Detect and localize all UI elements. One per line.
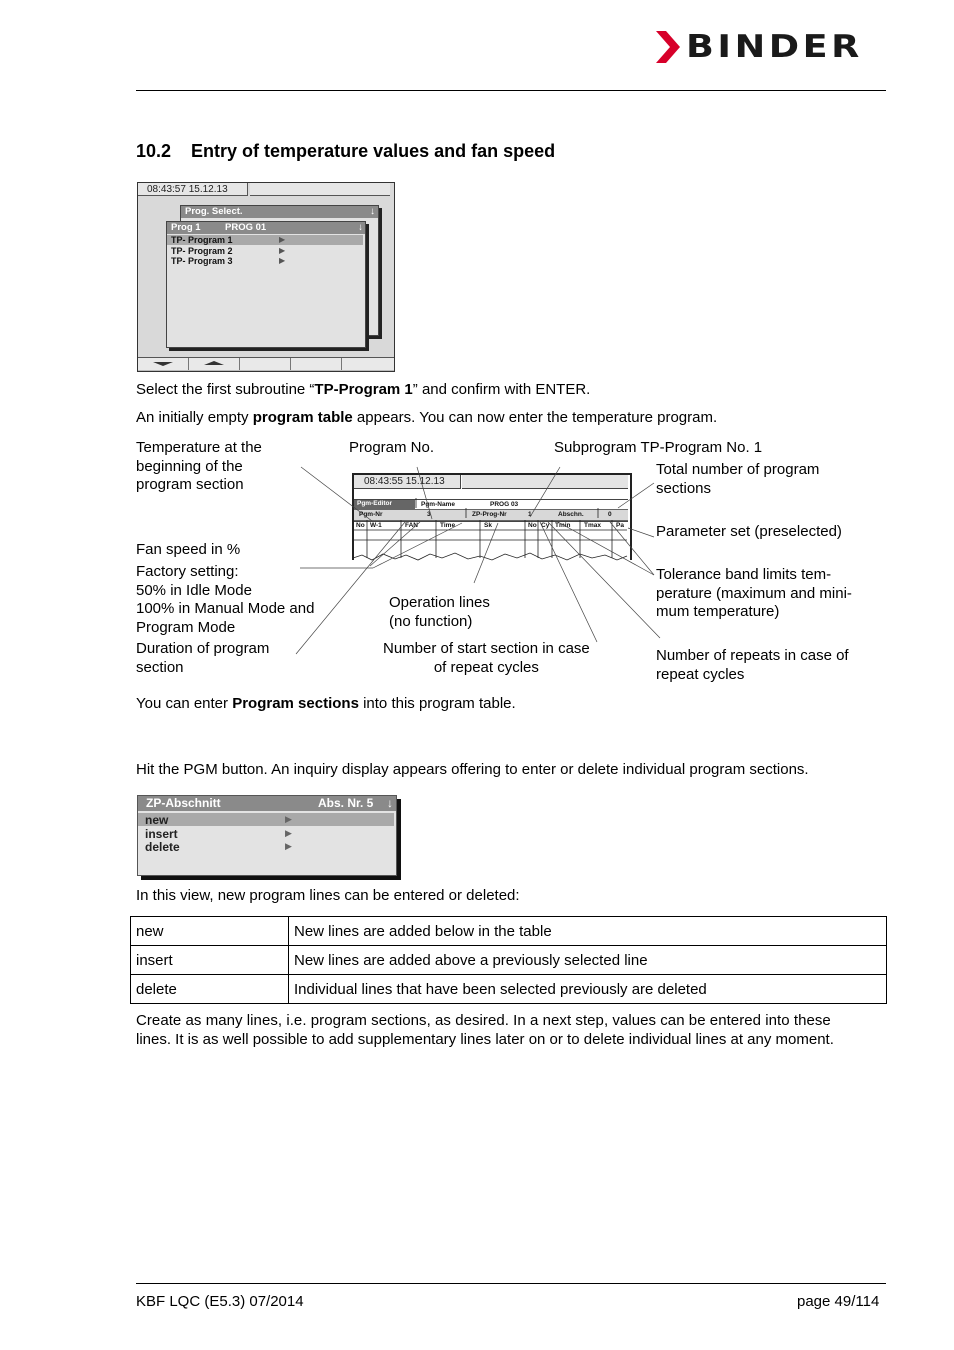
- label-total-sections: Total number of program sections: [656, 461, 820, 497]
- list-item[interactable]: TP- Program 2: [171, 245, 233, 256]
- abschn-value: 0: [608, 511, 612, 518]
- paragraph-program-sections: You can enter Program sections into this program table.: [136, 695, 516, 712]
- table-row: [131, 917, 887, 946]
- label-program-no: Program No.: [349, 439, 435, 456]
- pgm-nr-label: Pgm-Nr: [359, 511, 383, 518]
- selected-row-highlight: [138, 813, 394, 826]
- footer-document-id: KBF LQC (E5.3) 07/2014: [136, 1293, 304, 1310]
- col-no2: No: [528, 522, 537, 529]
- zp-prog-nr-value: 1: [528, 511, 532, 518]
- submenu-arrow-icon: ▶: [279, 256, 286, 265]
- menu-title-right: Abs. Nr. 5: [318, 796, 374, 810]
- down-arrow-icon: ↓: [387, 796, 393, 810]
- paragraph-select-subroutine: Select the first subroutine “TP-Program 1” and confirm with ENTER.: [136, 381, 591, 398]
- submenu-arrow-icon: ▶: [285, 827, 292, 838]
- paragraph-create-lines: Create as many lines, i.e. program sections, as desired. In a next step, values can be entered into these lines. It is as well possible to add supplementary lines later on or to delete individual lines at any moment.: [136, 1012, 834, 1048]
- option-description: New lines are added above a previously selected line: [289, 946, 887, 975]
- submenu-arrow-icon: ▶: [285, 841, 292, 851]
- label-parameter-set: Parameter set (preselected): [656, 523, 842, 540]
- col-w1: W-1: [370, 522, 382, 529]
- paragraph-pgm-button: Hit the PGM button. An inquiry display appears offering to enter or delete individual program sections.: [136, 761, 809, 778]
- down-arrow-icon: ↓: [358, 222, 363, 233]
- label-start-section: Number of start section in case of repeat cycles: [383, 640, 590, 676]
- col-fan: FAN: [405, 522, 418, 529]
- table-row: [131, 946, 887, 975]
- table-screen-clock: 08:43:55 15.12.13: [364, 476, 445, 487]
- submenu-arrow-icon: ▶: [279, 235, 286, 244]
- col-sk: Sk: [484, 522, 492, 529]
- pgm-nr-value: 3: [427, 511, 431, 518]
- label-tolerance-band: Tolerance band limits tem- perature (maximum and mini- mum temperature): [656, 566, 852, 620]
- section-inquiry-menu: [137, 795, 397, 876]
- pgm-name-label: Pgm-Name: [421, 501, 455, 508]
- label-operation-lines: Operation lines (no function): [389, 594, 490, 630]
- label-subprogram: Subprogram TP-Program No. 1: [554, 439, 763, 456]
- pgm-editor-label: Pgm-Editor: [357, 500, 393, 507]
- label-fan-speed: Fan speed in %: [136, 541, 241, 558]
- screen-clock: 08:43:57 15.12.13: [147, 184, 228, 195]
- submenu-arrow-icon: ▶: [285, 814, 292, 824]
- label-temperature-begin: Temperature at the beginning of the program section: [136, 439, 262, 493]
- zp-prog-nr-label: ZP-Prog-Nr: [472, 511, 507, 518]
- label-factory-setting: Factory setting: 50% in Idle Mode 100% in Manual Mode and Program Mode: [136, 563, 315, 636]
- menu-item-delete[interactable]: delete: [145, 840, 180, 854]
- col-cy: Cy: [541, 522, 550, 529]
- menu-item-insert[interactable]: insert: [145, 826, 178, 841]
- col-tmin: Tmin: [555, 522, 571, 529]
- submenu-arrow-icon: ▶: [279, 245, 286, 255]
- option-description: New lines are added below in the table: [289, 917, 887, 946]
- col-tmax: Tmax: [584, 522, 601, 529]
- list-item[interactable]: TP- Program 1: [171, 235, 233, 245]
- footer-rule: [136, 1283, 886, 1284]
- menu-title-bar: [138, 796, 396, 811]
- col-pa: Pa: [616, 522, 624, 529]
- option-key: insert: [131, 946, 289, 975]
- list-item[interactable]: TP- Program 3: [171, 256, 233, 266]
- paragraph-view-lines: In this view, new program lines can be entered or deleted:: [136, 887, 520, 904]
- footer-page-number: page 49/114: [797, 1293, 880, 1310]
- scroll-arrow-icon: ↓: [370, 206, 375, 217]
- table-row: [131, 975, 887, 1004]
- label-duration: Duration of program section: [136, 640, 270, 676]
- front-title-left: Prog 1: [171, 222, 201, 233]
- menu-item-new[interactable]: new: [145, 813, 169, 827]
- paragraph-program-table: An initially empty program table appears. You can now enter the temperature program.: [136, 409, 718, 426]
- label-repeats: Number of repeats in case of repeat cycles: [656, 647, 849, 683]
- section-title: Entry of temperature values and fan speed: [191, 141, 556, 161]
- col-time: Time: [440, 522, 456, 529]
- col-no: No: [356, 522, 365, 529]
- option-key: delete: [131, 975, 289, 1004]
- menu-title-left: ZP-Abschnitt: [146, 796, 221, 810]
- options-table: [130, 916, 887, 1004]
- back-window-title: Prog. Select.: [181, 206, 378, 218]
- option-key: new: [131, 917, 289, 946]
- front-title-right: PROG 01: [225, 222, 267, 233]
- abschn-label: Abschn.: [558, 511, 584, 518]
- section-number: 10.2: [136, 141, 172, 161]
- pgm-name-value: PROG 03: [490, 501, 519, 508]
- brand-name: BINDER: [686, 29, 863, 65]
- option-description: Individual lines that have been selected previously are deleted: [289, 975, 887, 1004]
